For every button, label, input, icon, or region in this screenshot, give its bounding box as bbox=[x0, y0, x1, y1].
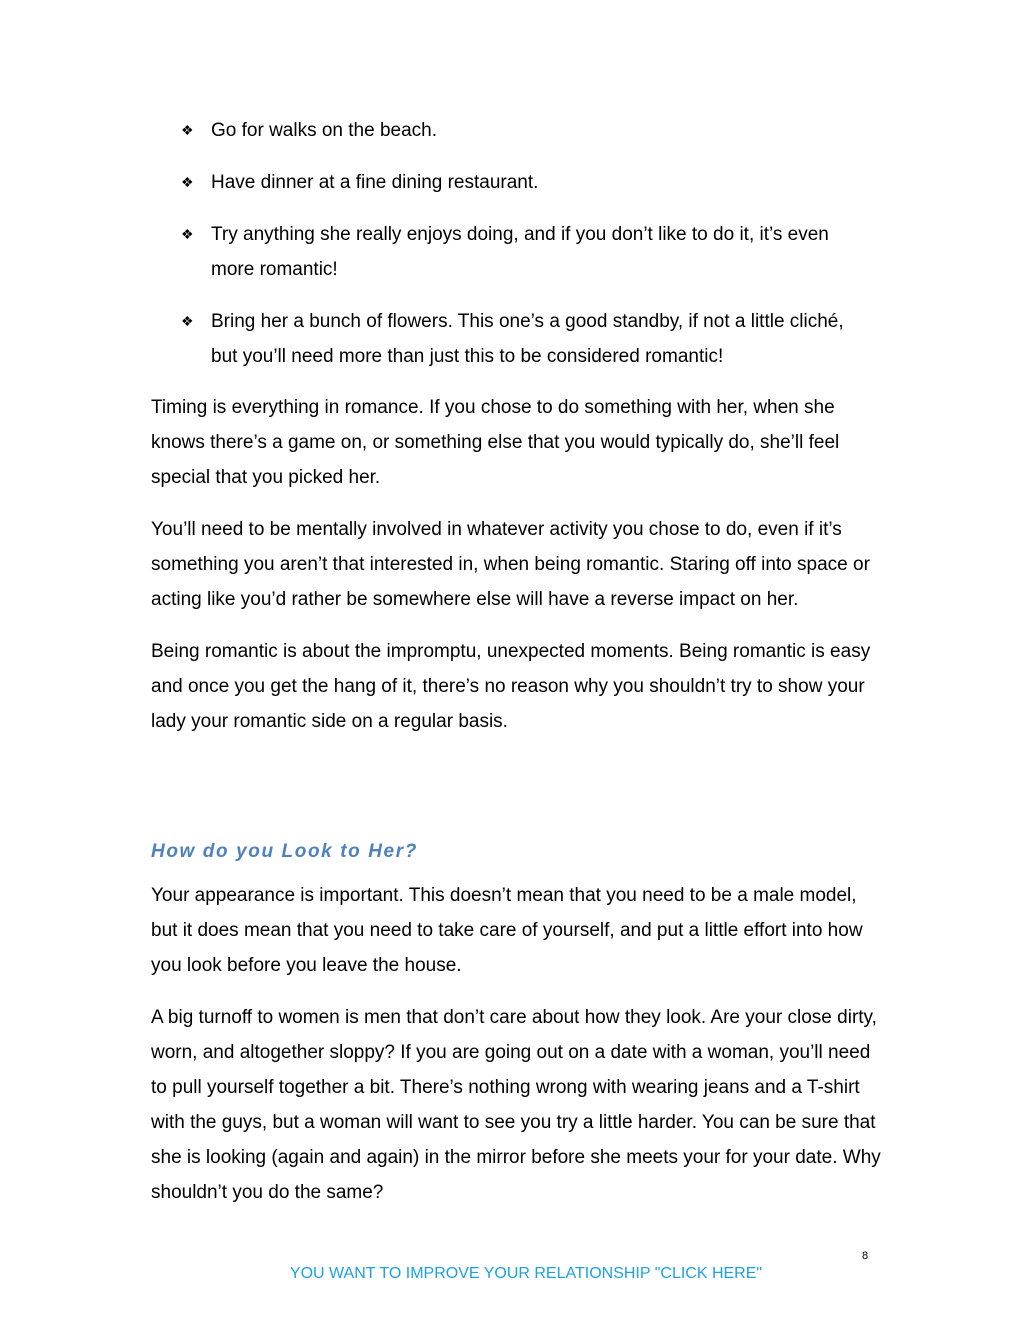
section-appearance-body bbox=[151, 878, 881, 1227]
list-item-text: Try anything she really enjoys doing, and if you don’t like to do it, it’s even more romantic! bbox=[211, 224, 829, 280]
paragraph: A big turnoff to women is men that don’t care about how they look. Are your close dirty, worn, and altogether sloppy? If you are going out on a date with a woman, you’ll need to pull yourself together a bit. There’s nothing wrong with wearing jeans and a T-shirt with the guys, but a woman will want to see you try a little harder. You can be sure that she is looking (again and again) in the mirror before she meets your for your date. Why shouldn’t you do the same? bbox=[151, 1007, 881, 1203]
improve-relationship-link[interactable]: YOU WANT TO IMPROVE YOUR RELATIONSHIP "CLICK HERE" bbox=[289, 1265, 763, 1282]
section-heading: How do you Look to Her? bbox=[151, 841, 418, 862]
list-item-text: Go for walks on the beach. bbox=[211, 120, 438, 141]
diamond-bullet-icon: ❖ bbox=[181, 313, 194, 329]
diamond-bullet-icon: ❖ bbox=[181, 122, 194, 138]
list-item-text: Have dinner at a fine dining restaurant. bbox=[211, 172, 539, 193]
page-number: 8 bbox=[862, 1250, 869, 1262]
paragraph: You’ll need to be mentally involved in whatever activity you chose to do, even if it’s something you aren’t that interested in, when being romantic. Staring off into space or acting like you’d rather be somewhere else will have a reverse impact on her. bbox=[151, 519, 870, 610]
list-item bbox=[0, 304, 871, 374]
section-romance-body bbox=[151, 390, 881, 756]
list-item bbox=[0, 113, 871, 148]
romantic-ideas-list bbox=[0, 113, 1024, 391]
paragraph: Timing is everything in romance. If you chose to do something with her, when she knows there’s a game on, or something else that you would typically do, she’ll feel special that you picked her. bbox=[151, 397, 840, 488]
list-item bbox=[0, 217, 871, 287]
list-item-text: Bring her a bunch of flowers. This one’s a good standby, if not a little cliché, but you’ll need more than just this to be considered romantic! bbox=[211, 311, 844, 367]
diamond-bullet-icon: ❖ bbox=[181, 226, 194, 242]
diamond-bullet-icon: ❖ bbox=[181, 174, 194, 190]
paragraph: Being romantic is about the impromptu, unexpected moments. Being romantic is easy and once you get the hang of it, there’s no reason why you shouldn’t try to show your lady your romantic side on a regular basis. bbox=[151, 641, 871, 732]
list-item bbox=[0, 165, 871, 200]
paragraph: Your appearance is important. This doesn’t mean that you need to be a male model, but it does mean that you need to take care of yourself, and put a little effort into how you look before you leave the house. bbox=[151, 885, 863, 976]
